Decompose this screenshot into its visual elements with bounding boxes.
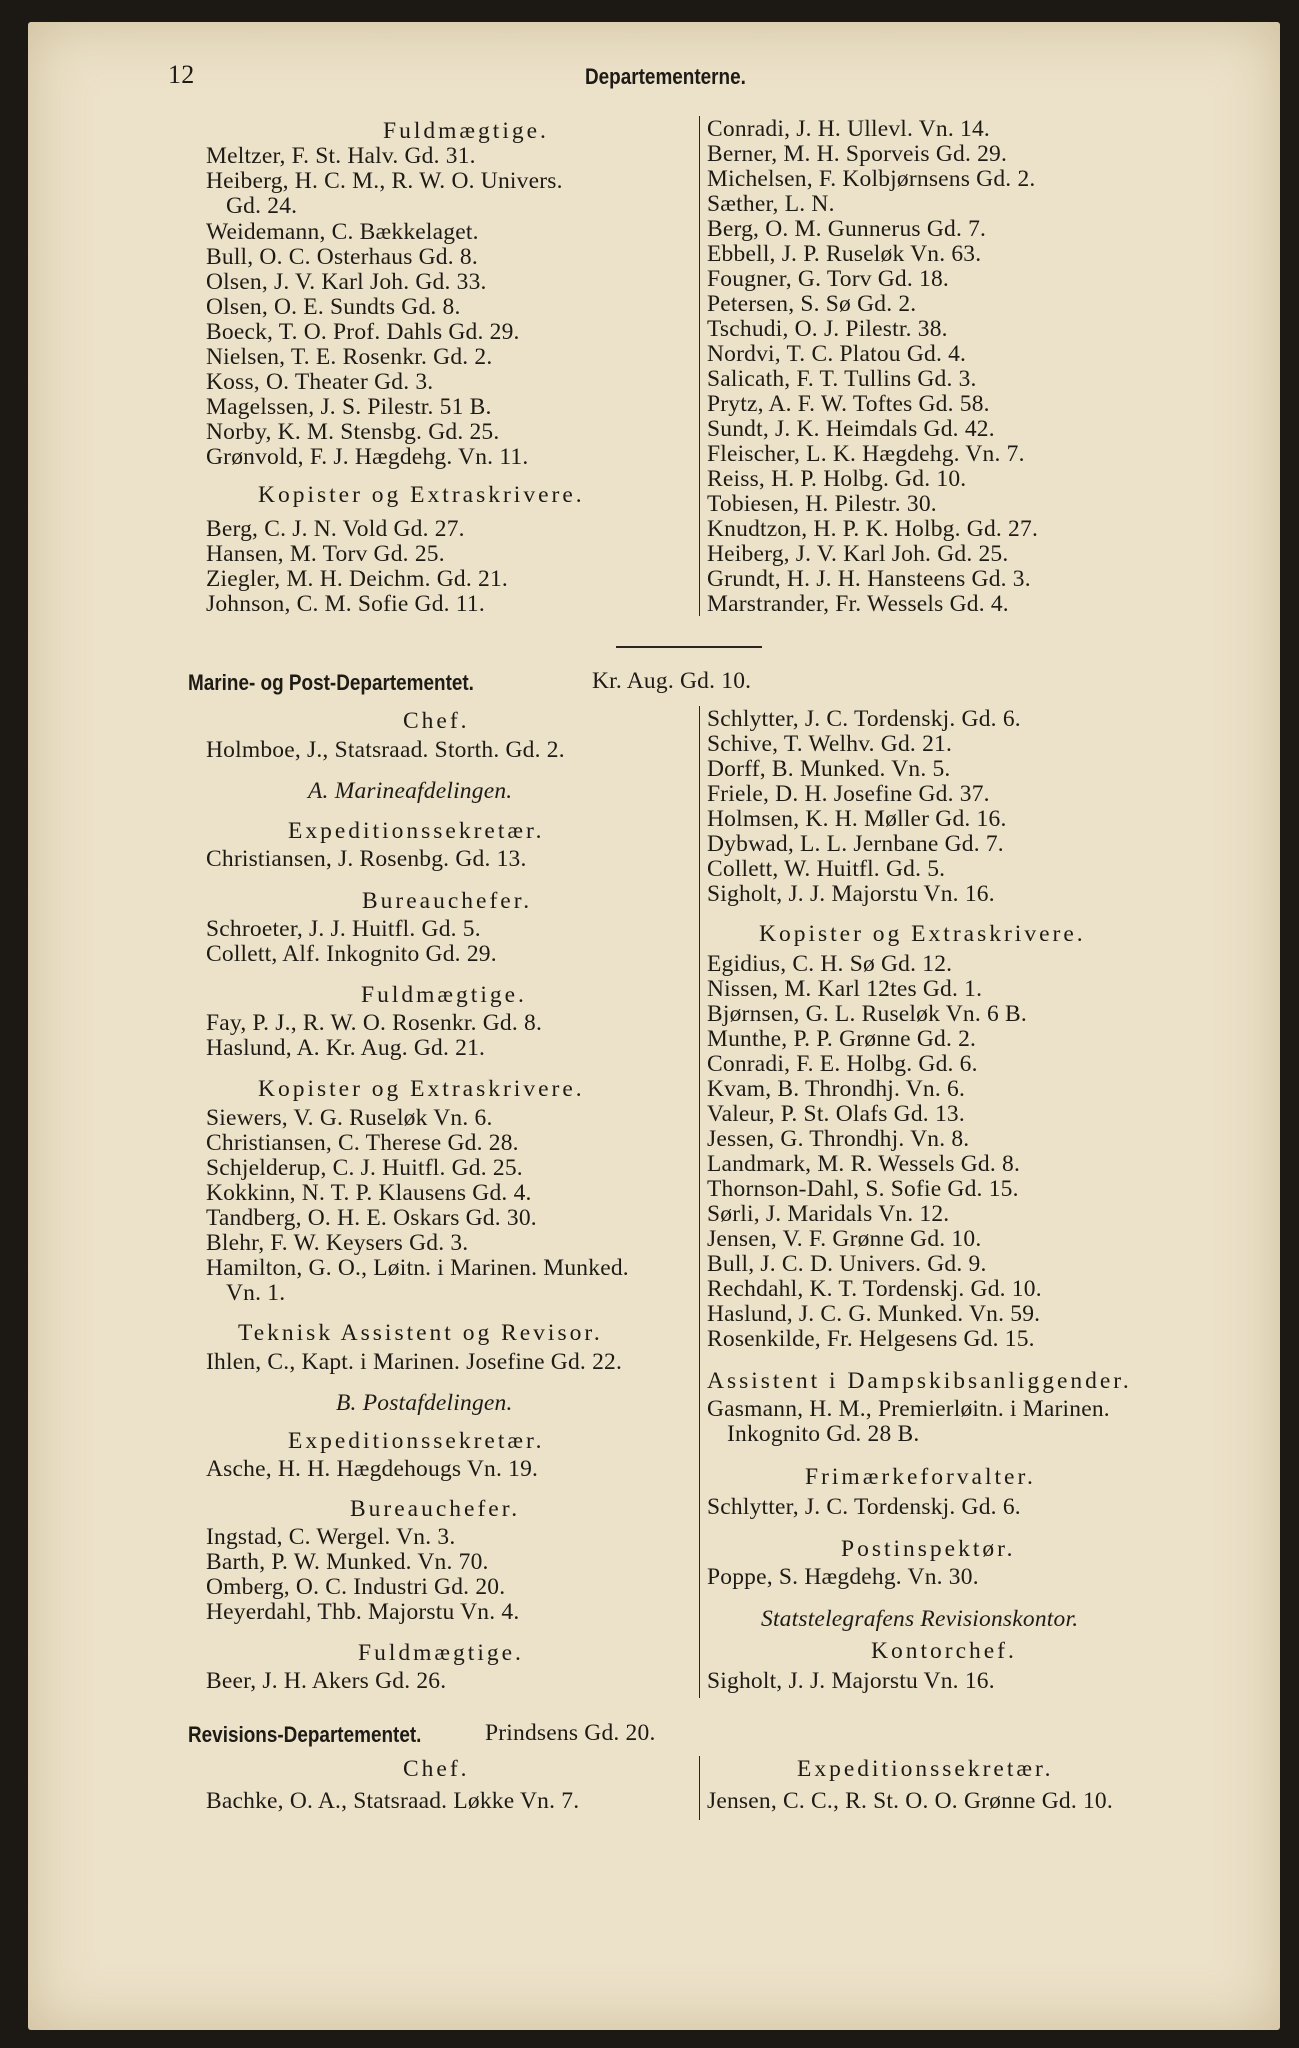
list-item: Hansen, M. Torv Gd. 25. bbox=[206, 541, 445, 567]
list-item: Heyerdahl, Thb. Majorstu Vn. 4. bbox=[206, 1599, 520, 1625]
list-item: Dorff, B. Munked. Vn. 5. bbox=[707, 756, 951, 782]
section-subheading: Kontorchef. bbox=[871, 1638, 1017, 1664]
list-item: Barth, P. W. Munked. Vn. 70. bbox=[206, 1549, 489, 1575]
list-item: Ihlen, C., Kapt. i Marinen. Josefine Gd. 22. bbox=[206, 1349, 623, 1375]
list-item: Conradi, J. H. Ullevl. Vn. 14. bbox=[707, 116, 990, 142]
list-item: Collett, Alf. Inkognito Gd. 29. bbox=[206, 941, 497, 967]
list-item: Gasmann, H. M., Premierløitn. i Marinen. bbox=[707, 1396, 1110, 1422]
list-item: Schlytter, J. C. Tordenskj. Gd. 6. bbox=[707, 706, 1021, 732]
department-address: Prindsens Gd. 20. bbox=[485, 1720, 656, 1746]
section-subheading: Bureauchefer. bbox=[362, 888, 533, 914]
list-item: Michelsen, F. Kolbjørnsens Gd. 2. bbox=[707, 166, 1036, 192]
list-item: Conradi, F. E. Holbg. Gd. 6. bbox=[707, 1051, 978, 1077]
list-item: Ziegler, M. H. Deichm. Gd. 21. bbox=[206, 566, 509, 592]
list-item: Holmboe, J., Statsraad. Storth. Gd. 2. bbox=[206, 737, 565, 763]
list-item: Nissen, M. Karl 12tes Gd. 1. bbox=[707, 976, 983, 1002]
list-item: Schlytter, J. C. Tordenskj. Gd. 6. bbox=[707, 1494, 1021, 1520]
page-title: Departementerne. bbox=[585, 64, 746, 89]
section-subheading: Kopister og Extraskrivere. bbox=[759, 921, 1086, 947]
list-item: Jensen, C. C., R. St. O. O. Grønne Gd. 10. bbox=[707, 1788, 1113, 1814]
list-item: Schroeter, J. J. Huitfl. Gd. 5. bbox=[206, 916, 481, 942]
list-item: Heiberg, H. C. M., R. W. O. Univers. bbox=[206, 168, 563, 194]
list-item: Beer, J. H. Akers Gd. 26. bbox=[206, 1668, 447, 1694]
list-item: Petersen, S. Sø Gd. 2. bbox=[707, 291, 917, 317]
list-item: Sigholt, J. J. Majorstu Vn. 16. bbox=[707, 1668, 995, 1694]
list-item: Valeur, P. St. Olafs Gd. 13. bbox=[707, 1101, 965, 1127]
list-item: Kvam, B. Throndhj. Vn. 6. bbox=[707, 1076, 966, 1102]
directory-page bbox=[28, 22, 1280, 2030]
section-subheading: Teknisk Assistent og Revisor. bbox=[238, 1320, 603, 1346]
list-item: Blehr, F. W. Keysers Gd. 3. bbox=[206, 1230, 469, 1256]
list-item: Meltzer, F. St. Halv. Gd. 31. bbox=[206, 143, 476, 169]
list-item: Grønvold, F. J. Hægdehg. Vn. 11. bbox=[206, 444, 529, 470]
list-item: Haslund, J. C. G. Munked. Vn. 59. bbox=[707, 1301, 1041, 1327]
list-item: Johnson, C. M. Sofie Gd. 11. bbox=[206, 591, 485, 617]
section-subheading: Expeditionssekretær. bbox=[288, 1428, 545, 1454]
list-item: Tobiesen, H. Pilestr. 30. bbox=[707, 491, 937, 517]
list-item: Collett, W. Huitfl. Gd. 5. bbox=[707, 856, 946, 882]
section-subheading: Kopister og Extraskrivere. bbox=[258, 1076, 585, 1102]
list-item: Munthe, P. P. Grønne Gd. 2. bbox=[707, 1026, 977, 1052]
list-item: Berner, M. H. Sporveis Gd. 29. bbox=[707, 141, 1008, 167]
list-item: Berg, O. M. Gunnerus Gd. 7. bbox=[707, 216, 987, 242]
section-rule bbox=[616, 646, 762, 648]
list-item: Vn. 1. bbox=[226, 1280, 286, 1306]
list-item: Haslund, A. Kr. Aug. Gd. 21. bbox=[206, 1035, 486, 1061]
list-item: Bachke, O. A., Statsraad. Løkke Vn. 7. bbox=[206, 1788, 580, 1814]
section-subheading: Expeditionssekretær. bbox=[797, 1756, 1054, 1782]
list-item: Knudtzon, H. P. K. Holbg. Gd. 27. bbox=[707, 516, 1039, 542]
list-item: Heiberg, J. V. Karl Joh. Gd. 25. bbox=[707, 541, 1009, 567]
section-subheading: Fuldmægtige. bbox=[383, 118, 549, 144]
section-subheading: Postinspektør. bbox=[841, 1536, 1016, 1562]
list-item: Christiansen, C. Therese Gd. 28. bbox=[206, 1130, 519, 1156]
list-item: Rechdahl, K. T. Tordenskj. Gd. 10. bbox=[707, 1276, 1042, 1302]
list-item: Hamilton, G. O., Løitn. i Marinen. Munked. bbox=[206, 1255, 629, 1281]
section-subheading: Bureauchefer. bbox=[350, 1496, 521, 1522]
list-item: Jensen, V. F. Grønne Gd. 10. bbox=[707, 1226, 982, 1252]
section-subheading: Expeditionssekretær. bbox=[288, 818, 545, 844]
list-item: Salicath, F. T. Tullins Gd. 3. bbox=[707, 366, 977, 392]
subsection-heading: B. Postafdelingen. bbox=[336, 1390, 513, 1416]
list-item: Fleischer, L. K. Hægdehg. Vn. 7. bbox=[707, 441, 1025, 467]
department-heading: Marine- og Post-Departementet. bbox=[188, 670, 474, 695]
list-item: Grundt, H. J. H. Hansteens Gd. 3. bbox=[707, 566, 1031, 592]
column-divider bbox=[699, 116, 700, 616]
section-subheading: Fuldmægtige. bbox=[358, 1640, 524, 1666]
subsection-heading: A. Marineafdelingen. bbox=[308, 778, 513, 804]
column-divider bbox=[699, 1756, 700, 1820]
list-item: Weidemann, C. Bækkelaget. bbox=[206, 219, 479, 245]
list-item: Gd. 24. bbox=[226, 193, 298, 219]
list-item: Reiss, H. P. Holbg. Gd. 10. bbox=[707, 466, 967, 492]
list-item: Boeck, T. O. Prof. Dahls Gd. 29. bbox=[206, 319, 520, 345]
list-item: Kokkinn, N. T. P. Klausens Gd. 4. bbox=[206, 1180, 532, 1206]
list-item: Ebbell, J. P. Ruseløk Vn. 63. bbox=[707, 241, 982, 267]
list-item: Norby, K. M. Stensbg. Gd. 25. bbox=[206, 419, 500, 445]
section-subheading: Fuldmægtige. bbox=[361, 982, 527, 1008]
list-item: Sigholt, J. J. Majorstu Vn. 16. bbox=[707, 881, 995, 907]
section-subheading: Assistent i Dampskibsanliggender. bbox=[707, 1368, 1132, 1394]
list-item: Schive, T. Welhv. Gd. 21. bbox=[707, 731, 953, 757]
list-item: Tandberg, O. H. E. Oskars Gd. 30. bbox=[206, 1205, 537, 1231]
list-item: Asche, H. H. Hægdehougs Vn. 19. bbox=[206, 1456, 539, 1482]
list-item: Thornson-Dahl, S. Sofie Gd. 15. bbox=[707, 1176, 1019, 1202]
list-item: Tschudi, O. J. Pilestr. 38. bbox=[707, 316, 948, 342]
list-item: Egidius, C. H. Sø Gd. 12. bbox=[707, 951, 953, 977]
list-item: Nordvi, T. C. Platou Gd. 4. bbox=[707, 341, 967, 367]
list-item: Holmsen, K. H. Møller Gd. 16. bbox=[707, 806, 1007, 832]
list-item: Siewers, V. G. Ruseløk Vn. 6. bbox=[206, 1105, 493, 1131]
list-item: Friele, D. H. Josefine Gd. 37. bbox=[707, 781, 990, 807]
list-item: Inkognito Gd. 28 B. bbox=[727, 1421, 920, 1447]
list-item: Fay, P. J., R. W. O. Rosenkr. Gd. 8. bbox=[206, 1010, 543, 1036]
list-item: Koss, O. Theater Gd. 3. bbox=[206, 369, 434, 395]
page-number: 12 bbox=[168, 60, 195, 89]
list-item: Sørli, J. Maridals Vn. 12. bbox=[707, 1201, 950, 1227]
list-item: Fougner, G. Torv Gd. 18. bbox=[707, 266, 949, 292]
section-subheading: Chef. bbox=[403, 708, 470, 734]
subsection-heading: Statstelegrafens Revisionskontor. bbox=[761, 1606, 1079, 1632]
list-item: Bull, J. C. D. Univers. Gd. 9. bbox=[707, 1251, 987, 1277]
list-item: Berg, C. J. N. Vold Gd. 27. bbox=[206, 516, 465, 542]
section-subheading: Frimærkeforvalter. bbox=[805, 1464, 1036, 1490]
department-heading: Revisions-Departementet. bbox=[188, 1722, 422, 1747]
list-item: Poppe, S. Hægdehg. Vn. 30. bbox=[707, 1564, 979, 1590]
list-item: Sæther, L. N. bbox=[707, 191, 835, 217]
list-item: Prytz, A. F. W. Toftes Gd. 58. bbox=[707, 391, 990, 417]
list-item: Magelssen, J. S. Pilestr. 51 B. bbox=[206, 394, 492, 420]
section-subheading: Kopister og Extraskrivere. bbox=[258, 482, 585, 508]
list-item: Nielsen, T. E. Rosenkr. Gd. 2. bbox=[206, 344, 493, 370]
list-item: Omberg, O. C. Industri Gd. 20. bbox=[206, 1574, 506, 1600]
list-item: Schjelderup, C. J. Huitfl. Gd. 25. bbox=[206, 1155, 523, 1181]
list-item: Landmark, M. R. Wessels Gd. 8. bbox=[707, 1151, 1021, 1177]
list-item: Olsen, J. V. Karl Joh. Gd. 33. bbox=[206, 269, 487, 295]
list-item: Dybwad, L. L. Jernbane Gd. 7. bbox=[707, 831, 1004, 857]
list-item: Rosenkilde, Fr. Helgesens Gd. 15. bbox=[707, 1326, 1035, 1352]
list-item: Christiansen, J. Rosenbg. Gd. 13. bbox=[206, 846, 527, 872]
list-item: Ingstad, C. Wergel. Vn. 3. bbox=[206, 1524, 456, 1550]
list-item: Bull, O. C. Osterhaus Gd. 8. bbox=[206, 244, 478, 270]
list-item: Sundt, J. K. Heimdals Gd. 42. bbox=[707, 416, 995, 442]
column-divider bbox=[699, 706, 700, 1698]
list-item: Bjørnsen, G. L. Ruseløk Vn. 6 B. bbox=[707, 1001, 1027, 1027]
list-item: Marstrander, Fr. Wessels Gd. 4. bbox=[707, 591, 1009, 617]
list-item: Jessen, G. Throndhj. Vn. 8. bbox=[707, 1126, 970, 1152]
section-subheading: Chef. bbox=[403, 1756, 470, 1782]
department-address: Kr. Aug. Gd. 10. bbox=[592, 668, 752, 694]
list-item: Olsen, O. E. Sundts Gd. 8. bbox=[206, 294, 461, 320]
